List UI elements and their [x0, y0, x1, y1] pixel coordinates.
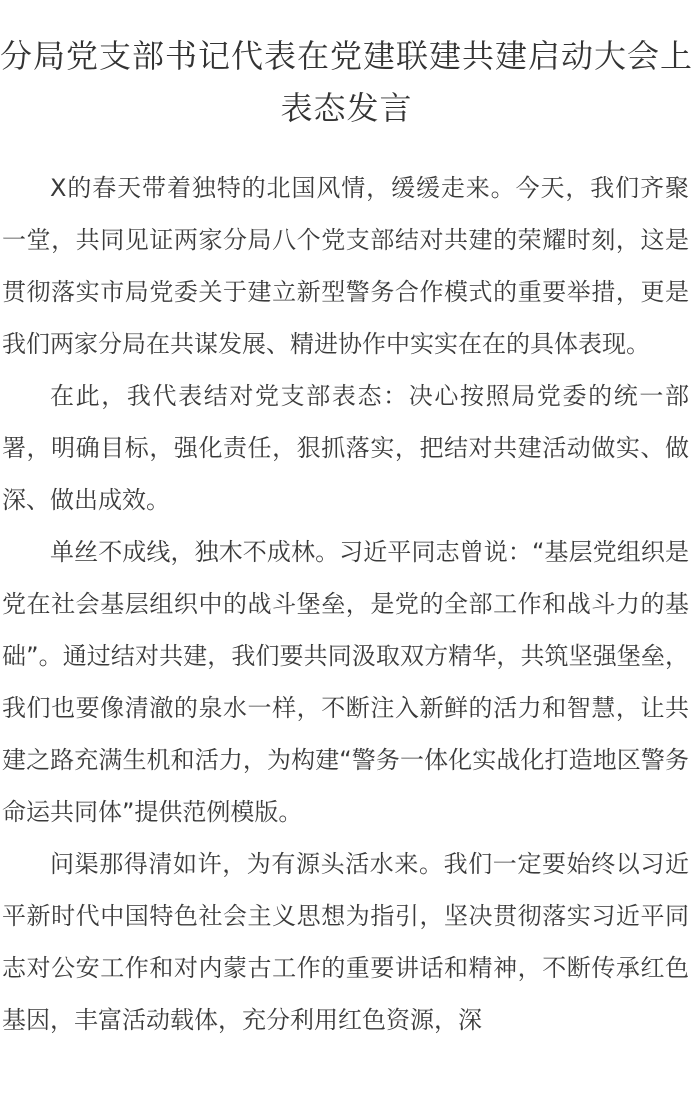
paragraph-2: 在此，我代表结对党支部表态：决心按照局党委的统一部署，明确目标，强化责任，狠抓落实，把结对共建活动做实、做深、做出成效。	[2, 382, 689, 514]
article-body	[0, 162, 693, 1046]
paragraph-1: X的春天带着独特的北国风情，缓缓走来。今天，我们齐聚一堂，共同见证两家分局八个党支部结对共建的荣耀时刻，这是贯彻落实市局党委关于建立新型警务合作模式的重要举措，更是我们两家分局在共谋发展、精进协作中实实在在的具体表现。	[2, 174, 689, 358]
paragraph-3: 单丝不成线，独木不成林。习近平同志曾说：“基层党组织是党在社会基层组织中的战斗堡垒，是党的全部工作和战斗力的基础”。通过结对共建，我们要共同汲取双方精华，共筑坚强堡垒，我们也要像清澈的泉水一样，不断注入新鲜的活力和智慧，让共建之路充满生机和活力，为构建“警务一体化实战化打造地区警务命运共同体”提供范例模版。	[2, 538, 689, 826]
paragraph-4: 问渠那得清如许，为有源头活水来。我们一定要始终以习近平新时代中国特色社会主义思想为指引，坚决贯彻落实习近平同志对公安工作和对内蒙古工作的重要讲话和精神，不断传承红色基因，丰富活动载体，充分利用红色资源，深	[2, 850, 689, 1034]
page-title: 分局党支部书记代表在党建联建共建启动大会上表态发言	[0, 37, 693, 127]
